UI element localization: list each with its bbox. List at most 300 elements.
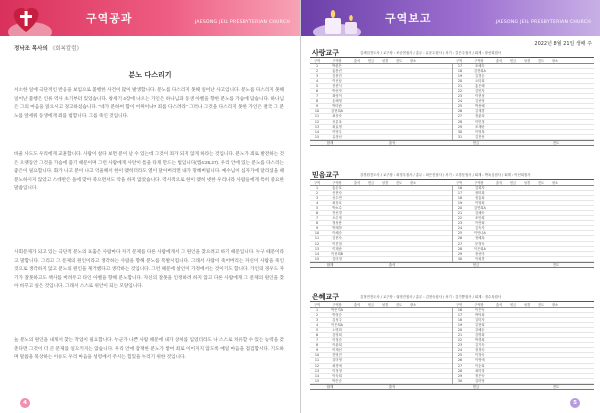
cell-blank <box>507 369 521 373</box>
cell-leader: 정성용 <box>332 221 342 226</box>
cell-blank <box>507 104 521 108</box>
cell-blank <box>436 211 452 215</box>
cell-blank <box>364 257 378 261</box>
cell-blank <box>534 206 548 210</box>
cell-leader: 박정순 <box>332 313 342 318</box>
cell-blank <box>392 257 406 261</box>
table-row <box>310 257 452 262</box>
cell-blank <box>364 109 378 113</box>
cell-blank <box>350 130 364 134</box>
cell-blank <box>493 231 507 235</box>
cell-blank <box>493 328 507 332</box>
cell-blank <box>364 323 378 327</box>
cell-blank <box>420 186 436 190</box>
cell-blank <box>364 231 378 235</box>
cell-blank <box>420 114 436 118</box>
cell-leader: 김재경 <box>475 109 485 114</box>
cell-blank <box>364 242 378 246</box>
cell-district-no: 21 <box>457 84 463 89</box>
cell-blank <box>420 226 436 230</box>
cell-blank <box>548 130 562 134</box>
cell-leader: 최경애 <box>332 363 342 368</box>
cell-blank <box>364 211 378 215</box>
cell-blank <box>436 125 452 129</box>
cell-blank <box>420 79 436 83</box>
cell-blank <box>378 74 392 78</box>
cell-blank <box>521 247 535 251</box>
cell-blank <box>392 89 406 93</box>
cell-blank <box>392 114 406 118</box>
cell-blank <box>350 191 364 195</box>
cell-blank <box>562 196 578 200</box>
cell-blank <box>378 109 392 113</box>
cell-blank <box>406 135 420 139</box>
cell-blank <box>562 308 578 312</box>
cell-blank <box>521 135 535 139</box>
cell-leader: 박미란 <box>332 104 342 109</box>
cell-blank <box>578 186 594 190</box>
column-header: 장소 <box>551 59 559 63</box>
cell-blank <box>364 221 378 225</box>
cell-blank <box>534 313 548 317</box>
cell-blank <box>378 211 392 215</box>
report-date: 2022년 8월 21일 생배 주 <box>534 41 592 47</box>
cell-blank <box>350 69 364 73</box>
cell-blank <box>364 120 378 124</box>
district-staff: 강경원전도사 / 교구장 : 최정우집사 / 총무 : 최은진집사 / 서기 : 고경문집사 / 회계 : 박옥심집사 / 회계 : 이선희집사 <box>360 173 531 177</box>
cell-blank <box>493 125 507 129</box>
cell-blank <box>364 201 378 205</box>
cell-blank <box>350 99 364 103</box>
cell-district-no: 20 <box>457 206 463 211</box>
cell-blank <box>420 135 436 139</box>
column-header: 헌금 <box>509 181 517 185</box>
cell-blank <box>578 84 594 88</box>
cell-leader: 이은희A <box>331 323 343 328</box>
cell-blank <box>507 226 521 230</box>
cell-blank <box>364 79 378 83</box>
cell-blank <box>562 69 578 73</box>
cell-blank <box>364 206 378 210</box>
cell-blank <box>548 94 562 98</box>
cell-blank <box>436 333 452 337</box>
cell-blank <box>578 318 594 322</box>
cell-blank <box>562 231 578 235</box>
cell-blank <box>436 89 452 93</box>
cell-blank <box>507 364 521 368</box>
cell-blank <box>562 211 578 215</box>
cell-blank <box>521 211 535 215</box>
cell-blank <box>493 201 507 205</box>
cell-blank <box>392 211 406 215</box>
cell-blank <box>406 109 420 113</box>
cell-blank <box>406 226 420 230</box>
cell-blank <box>392 242 406 246</box>
cell-blank <box>562 130 578 134</box>
cell-blank <box>493 196 507 200</box>
cell-blank <box>521 94 535 98</box>
cell-blank <box>436 109 452 113</box>
cell-blank <box>392 84 406 88</box>
column-header: 성경 <box>523 181 531 185</box>
cell-blank <box>562 242 578 246</box>
column-header <box>436 58 452 63</box>
cell-blank <box>507 201 521 205</box>
cell-blank <box>378 64 392 68</box>
cell-leader: 김기숙 <box>475 343 485 348</box>
total-label: 합계 <box>326 140 334 145</box>
total-label: 출석 <box>388 140 396 145</box>
cell-district-no: 6 <box>315 89 319 94</box>
cell-leader: 박은지A <box>331 308 343 312</box>
cell-leader: 전선경 <box>332 211 342 216</box>
cell-blank <box>378 231 392 235</box>
cell-blank <box>578 221 594 225</box>
cell-blank <box>406 211 420 215</box>
cell-blank <box>378 313 392 317</box>
column-header: 전도 <box>537 59 545 63</box>
cell-blank <box>406 84 420 88</box>
cell-blank <box>420 379 436 383</box>
cell-blank <box>493 348 507 352</box>
cell-blank <box>493 99 507 103</box>
cell-blank <box>436 236 452 240</box>
cell-leader: 박경희 <box>475 338 485 343</box>
cell-blank <box>364 64 378 68</box>
cell-blank <box>406 343 420 347</box>
article-paragraph: 바울 사도도 우리에게 교훈합니다. 사람이 살다 보면 분이 날 수 있는데 그것이 죄가 되지 않게 하라는 것입니다. 분노가 죄로 발전하는 것은 오랫동안 그것을 가슴에 품기 때문이며 그런 사람에게 사탄이 틈을 타게 만드는 법입니다(엡4:26,27). 우리 안에 있는 분노를 다스리는 좋은이 필요합니다. 화가 나고 분이 나고 억울해서 한이 맺히더라도 열이 달아버리면 내가 망해버립니다. 예수님이 십자가에 달리셨을 때 분노하시지 않았고 스데반은 돌에 맞아 죽으면서도 악을 하지 않았습니다. 역시적으로 한이 맺히 넷한 우리나라 사람들에게 특히 중요한 말씀입니다. <box>14 151 284 191</box>
cell-blank <box>534 191 548 195</box>
cell-blank <box>350 236 364 240</box>
cell-blank <box>534 242 548 246</box>
cell-blank <box>578 104 594 108</box>
cell-leader: 박덕희 <box>475 313 485 318</box>
cell-district-no: 14 <box>314 251 320 256</box>
cell-blank <box>392 221 406 225</box>
cell-leader: 김경순 <box>475 74 485 79</box>
cell-district-no: 1 <box>315 64 319 68</box>
cell-district-no: 5 <box>315 84 319 89</box>
cell-leader: 김현숙 <box>332 236 342 241</box>
cell-blank <box>507 343 521 347</box>
cell-blank <box>420 318 436 322</box>
cell-blank <box>493 313 507 317</box>
cell-blank <box>548 109 562 113</box>
article-title: 분노 다스리기 <box>128 71 172 79</box>
cell-blank <box>406 120 420 124</box>
cell-district-no: 20 <box>457 328 463 333</box>
cell-blank <box>578 130 594 134</box>
cell-leader: 이혜순 <box>332 231 342 236</box>
cell-blank <box>548 69 562 73</box>
cell-blank <box>406 130 420 134</box>
cell-blank <box>406 374 420 378</box>
cell-district-no: 16 <box>457 308 463 312</box>
cell-blank <box>493 186 507 190</box>
cell-blank <box>548 125 562 129</box>
page-number-left: 4 <box>20 398 30 408</box>
cell-leader: 이영애 <box>475 358 485 363</box>
cell-blank <box>578 358 594 362</box>
cell-district-no: 24 <box>457 99 463 104</box>
cell-blank <box>578 64 594 68</box>
cell-blank <box>350 231 364 235</box>
column-tag: 《회복칼럼》 <box>49 46 82 52</box>
right-header-subtitle: JAESONG JEIL PRESBYTERIAN CHURCH <box>495 20 591 25</box>
cell-blank <box>378 247 392 251</box>
cell-blank <box>562 252 578 256</box>
cell-blank <box>578 348 594 352</box>
cell-blank <box>436 374 452 378</box>
cell-blank <box>507 247 521 251</box>
cell-blank <box>562 74 578 78</box>
district-staff: 김세임전도사 / 교구장 : 조준현집사 / 총무 : 유운두집사 / 서기 : 김은주집사 / 회계 : 장선희집사 <box>360 51 502 55</box>
cell-blank <box>548 308 562 312</box>
cell-blank <box>548 211 562 215</box>
cell-leader: 유정선 <box>332 134 342 139</box>
cell-blank <box>420 257 436 261</box>
cell-blank <box>350 84 364 88</box>
cell-blank <box>378 379 392 383</box>
cell-blank <box>392 252 406 256</box>
cell-blank <box>420 353 436 357</box>
cell-blank <box>364 74 378 78</box>
cell-blank <box>562 64 578 68</box>
cell-blank <box>493 79 507 83</box>
cell-blank <box>562 135 578 139</box>
cell-leader: 이진철 <box>332 241 342 246</box>
cell-blank <box>562 353 578 357</box>
cell-blank <box>364 89 378 93</box>
cell-blank <box>521 231 535 235</box>
cell-leader: 박소수 <box>332 206 342 211</box>
cell-blank <box>534 338 548 342</box>
cell-blank <box>507 374 521 378</box>
column-header: 장소 <box>409 181 417 185</box>
cell-blank <box>578 379 594 383</box>
cell-blank <box>392 69 406 73</box>
cell-blank <box>521 252 535 256</box>
cell-blank <box>521 328 535 332</box>
cell-district-no: 23 <box>457 221 463 226</box>
cell-blank <box>534 247 548 251</box>
cell-blank <box>493 308 507 312</box>
cell-blank <box>521 369 535 373</box>
cell-blank <box>548 191 562 195</box>
cell-district-no: 14 <box>314 373 320 378</box>
cell-blank <box>562 313 578 317</box>
cell-blank <box>436 114 452 118</box>
cell-blank <box>493 89 507 93</box>
cell-blank <box>493 247 507 251</box>
column-header: 구역장 <box>474 303 484 307</box>
cell-leader: 정흥희 <box>475 196 485 201</box>
cell-leader: 김미자 <box>475 318 485 323</box>
cell-blank <box>392 104 406 108</box>
cell-leader: 김현진 <box>332 74 342 79</box>
cell-blank <box>436 338 452 342</box>
cell-district-no: 22 <box>457 338 463 343</box>
cell-blank <box>420 120 436 124</box>
cell-blank <box>507 64 521 68</box>
cell-district-no: 1 <box>315 308 319 312</box>
cell-blank <box>493 226 507 230</box>
cell-leader: 이정정 <box>332 368 342 373</box>
cell-district-no: 3 <box>315 74 319 79</box>
cell-blank <box>548 196 562 200</box>
cell-district-no: 8 <box>315 343 319 348</box>
cell-blank <box>493 109 507 113</box>
cell-leader: 이정순 <box>332 338 342 343</box>
cell-blank <box>521 99 535 103</box>
cell-blank <box>578 328 594 332</box>
cell-blank <box>378 104 392 108</box>
cell-blank <box>534 318 548 322</box>
cell-blank <box>350 252 364 256</box>
cell-district-no: 26 <box>457 358 463 363</box>
cell-blank <box>392 313 406 317</box>
cell-blank <box>392 323 406 327</box>
cell-blank <box>493 318 507 322</box>
cell-leader: 강혜순 <box>475 328 485 333</box>
cell-blank <box>562 120 578 124</box>
cell-blank <box>578 216 594 220</box>
column-header: 헌금 <box>367 303 375 307</box>
district-column <box>310 308 452 384</box>
cell-leader: 노명희 <box>332 328 342 333</box>
cell-leader: 박재하 <box>332 226 342 231</box>
cell-blank <box>364 252 378 256</box>
cell-blank <box>562 236 578 240</box>
total-label: 헌금 <box>472 384 480 389</box>
column-header <box>562 180 578 185</box>
cell-blank <box>392 201 406 205</box>
cell-blank <box>378 353 392 357</box>
district-header <box>310 170 594 180</box>
cell-district-no: 31 <box>457 134 463 139</box>
cell-blank <box>493 236 507 240</box>
cell-blank <box>364 333 378 337</box>
cell-blank <box>534 231 548 235</box>
cell-blank <box>534 109 548 113</box>
cell-blank <box>534 135 548 139</box>
cell-blank <box>493 130 507 134</box>
cell-blank <box>420 84 436 88</box>
total-label: 출석 <box>388 262 396 267</box>
cell-blank <box>534 353 548 357</box>
cell-leader: 이숙희 <box>332 373 342 378</box>
cell-district-no: 25 <box>457 104 463 109</box>
cell-leader: 홍순호 <box>332 186 342 190</box>
cell-blank <box>534 125 548 129</box>
cell-blank <box>350 74 364 78</box>
cell-blank <box>378 257 392 261</box>
cell-blank <box>350 318 364 322</box>
cell-blank <box>364 114 378 118</box>
cell-blank <box>406 79 420 83</box>
cell-blank <box>521 69 535 73</box>
cell-blank <box>548 79 562 83</box>
cell-blank <box>420 201 436 205</box>
cell-district-no: 28 <box>457 368 463 373</box>
cell-district-no: 4 <box>315 201 319 206</box>
cell-blank <box>578 206 594 210</box>
article-paragraph: 늘 분노의 원인을 내게서 찾는 작업이 필요합니다. 누군가 나쁜 사람 때문에 내가 상처를 입었더라도 나 스스로 치유할 수 있는 능력을 갖춘다면 그것이 더 큰 문제를 일으키지는 않습니다. 우리 안에 잠재한 분노가 쌓여 죄로 이어지지 않도록 매일 마음을 점검합시다. 기도하며 말씀을 묵상하는 이유도 우리 마음을 성령에서 주시는 힘있을 누리기 위한 것입니다. <box>14 337 284 360</box>
cell-blank <box>548 104 562 108</box>
cell-blank <box>350 369 364 373</box>
cell-district-no: 12 <box>314 241 320 246</box>
cell-blank <box>507 196 521 200</box>
cell-blank <box>392 125 406 129</box>
cell-blank <box>436 186 452 190</box>
column-header: 구역장 <box>332 59 342 63</box>
cell-blank <box>493 191 507 195</box>
cell-blank <box>420 374 436 378</box>
cell-district-no: 29 <box>457 373 463 378</box>
cell-blank <box>350 364 364 368</box>
cell-blank <box>548 348 562 352</box>
cell-blank <box>420 109 436 113</box>
cell-blank <box>392 99 406 103</box>
right-page <box>300 0 600 413</box>
cell-district-no: 11 <box>314 114 320 119</box>
cell-blank <box>493 74 507 78</box>
cell-blank <box>534 114 548 118</box>
cell-blank <box>436 135 452 139</box>
cell-blank <box>562 348 578 352</box>
cell-blank <box>493 120 507 124</box>
cell-blank <box>364 191 378 195</box>
cell-district-no: 16 <box>457 186 463 190</box>
cell-leader: 오미희 <box>475 79 485 84</box>
cell-blank <box>420 191 436 195</box>
cell-district-no: 9 <box>315 104 319 109</box>
district-section <box>310 292 594 390</box>
cell-district-no: 22 <box>457 216 463 221</box>
cell-blank <box>578 374 594 378</box>
cell-leader: 이은희A <box>473 246 486 251</box>
cell-blank <box>378 221 392 225</box>
cell-blank <box>507 216 521 220</box>
cell-blank <box>534 364 548 368</box>
cell-blank <box>534 328 548 332</box>
cell-blank <box>436 64 452 68</box>
cell-blank <box>420 313 436 317</box>
cell-blank <box>562 369 578 373</box>
cell-blank <box>392 343 406 347</box>
total-label: 합계 <box>326 384 334 389</box>
cell-blank <box>436 231 452 235</box>
cell-blank <box>378 358 392 362</box>
column-header <box>562 58 578 63</box>
column-header: 헌금 <box>367 59 375 63</box>
cell-blank <box>507 191 521 195</box>
cell-blank <box>350 94 364 98</box>
cell-district-no: 15 <box>314 134 320 139</box>
cell-blank <box>548 99 562 103</box>
cell-blank <box>378 308 392 312</box>
cell-blank <box>378 120 392 124</box>
cell-blank <box>507 242 521 246</box>
cell-blank <box>406 257 420 261</box>
cell-blank <box>392 328 406 332</box>
cell-district-no: 6 <box>315 333 319 338</box>
column-header: 구역 <box>313 181 321 185</box>
cell-blank <box>493 252 507 256</box>
cell-district-no: 1 <box>315 186 319 190</box>
cell-district-no: 3 <box>315 196 319 201</box>
cell-blank <box>507 74 521 78</box>
